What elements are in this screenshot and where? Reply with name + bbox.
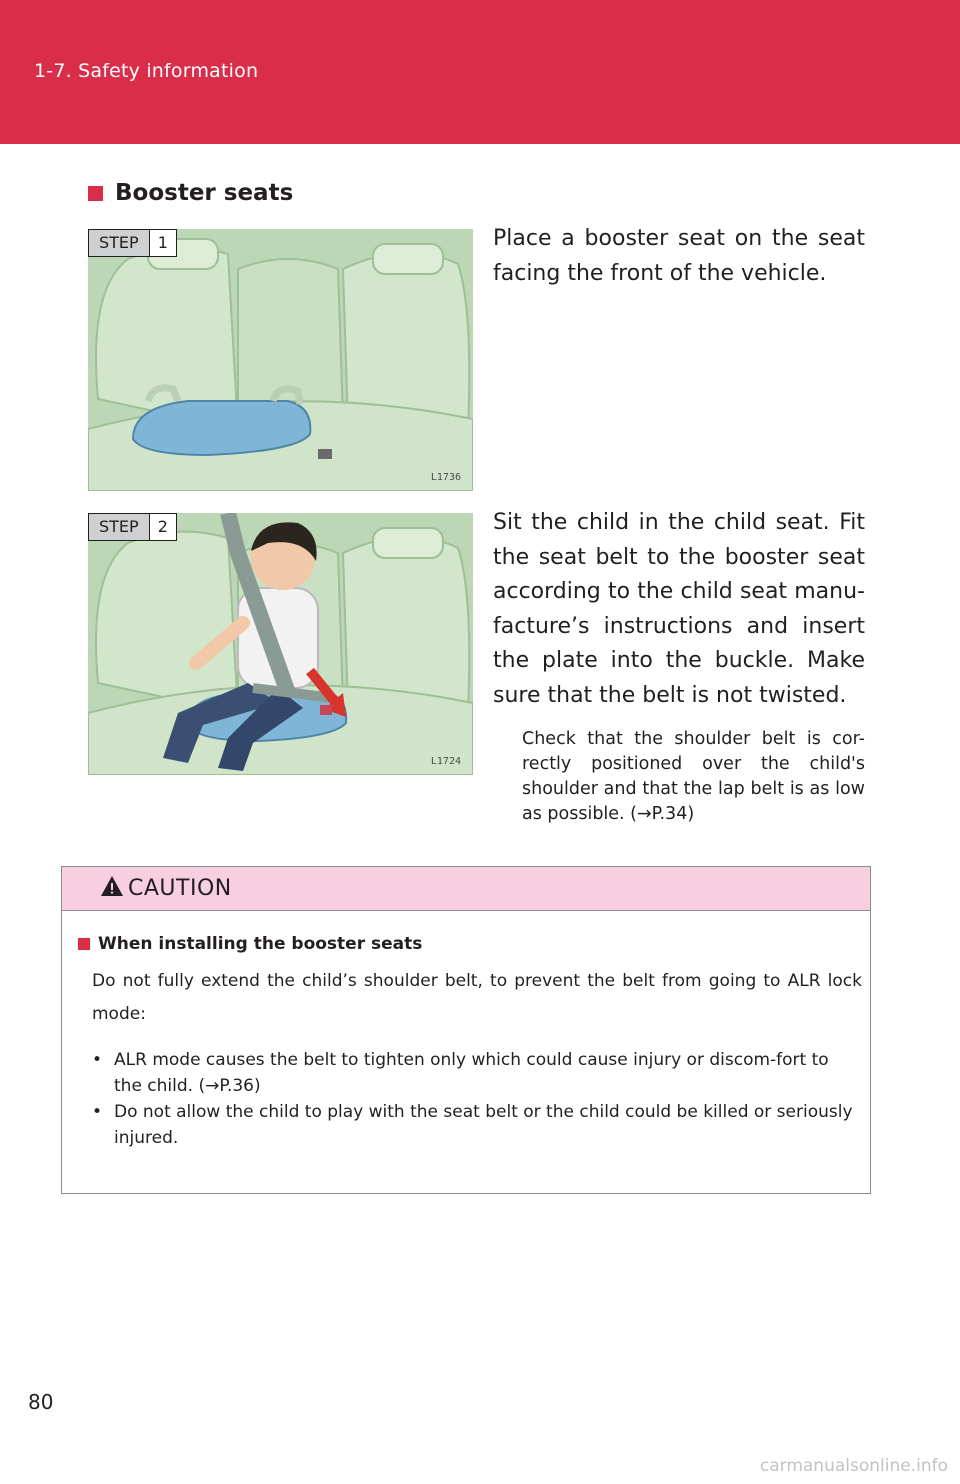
section-breadcrumb: 1-7. Safety information: [34, 60, 259, 82]
caution-box: [61, 866, 871, 1194]
bullet-dot-icon: •: [92, 1102, 103, 1122]
step-2-note: Check that the shoulder belt is cor-rectly positioned over the child's shoulder and that the lap belt is as low as possible. (→P.34): [522, 729, 865, 824]
watermark: carmanualsonline.info: [759, 1456, 948, 1476]
booster-seats-heading: [88, 180, 293, 206]
step-1-badge: [88, 229, 177, 257]
step-2-text: Sit the child in the child seat. Fit the seat belt to the booster seat according to the child seat manu-facture’s instructions and insert the plate into the buckle. Make sure that the belt is not twisted.: [493, 510, 865, 708]
step-2-illustration: [88, 513, 473, 775]
warning-triangle-icon: [100, 874, 124, 898]
step-1-text: Place a booster seat on the seat facing the front of the vehicle.: [493, 226, 865, 286]
step-number: 1: [157, 233, 168, 252]
booster-seats-title: Booster seats: [115, 180, 294, 206]
figure-code: L1724: [430, 756, 461, 767]
child-on-booster-drawing: [88, 513, 473, 775]
rear-seat-with-booster-drawing: [88, 229, 473, 491]
list-item: [92, 1047, 857, 1099]
caution-bullet-list: [92, 1047, 857, 1151]
page-number: 80: [28, 1390, 54, 1414]
step-1-illustration: [88, 229, 473, 491]
figure-code: L1736: [430, 472, 461, 483]
step-word: STEP: [89, 514, 150, 540]
caution-subheading: [78, 934, 422, 954]
step-word: STEP: [89, 230, 150, 256]
square-bullet-icon: [88, 186, 103, 201]
square-bullet-icon: [78, 938, 90, 950]
caution-title: CAUTION: [128, 876, 232, 901]
caution-body: Do not fully extend the child’s shoulder belt, to prevent the belt from going to ALR lock mode:: [92, 971, 862, 1024]
bullet-text: Do not allow the child to play with the seat belt or the child could be killed or seriously injured.: [114, 1102, 853, 1148]
caution-subheading-text: When installing the booster seats: [98, 934, 423, 954]
page-header: [0, 0, 960, 144]
bullet-dot-icon: •: [92, 1050, 103, 1070]
step-number: 2: [157, 517, 168, 536]
list-item: [92, 1099, 857, 1151]
caution-header: [62, 867, 870, 911]
bullet-text: ALR mode causes the belt to tighten only which could cause injury or discom-fort to the child. (→P.36): [114, 1050, 829, 1096]
step-2-badge: [88, 513, 177, 541]
